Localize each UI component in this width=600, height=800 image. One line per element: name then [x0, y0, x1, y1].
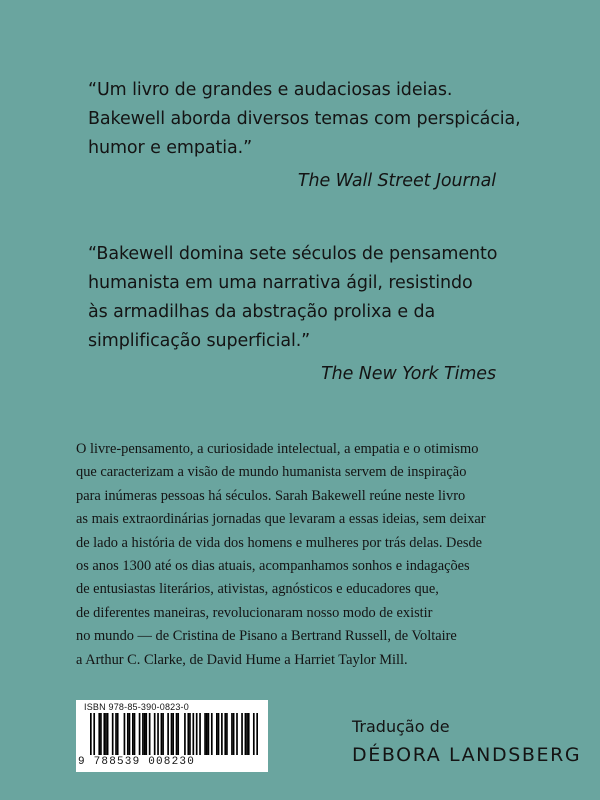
description-line: as mais extraordinárias jornadas que levaram a essas ideias, sem deixar: [76, 511, 486, 528]
quote-2: [88, 240, 518, 389]
description-line: de diferentes maneiras, revolucionaram nosso modo de existir: [76, 604, 433, 621]
description-line: O livre-pensamento, a curiosidade intelectual, a empatia e o otimismo: [76, 441, 479, 457]
quote-source: The New York Times: [321, 364, 496, 384]
quote-line: simplificação superficial.”: [88, 331, 311, 351]
book-description: [76, 438, 536, 672]
translator-name: DÉBORA LANDSBERG: [352, 744, 582, 766]
description-line: no mundo — de Cristina de Pisano a Bertrand Russell, de Voltaire: [76, 628, 457, 645]
quote-line: “Um livro de grandes e audaciosas ideias.: [88, 80, 453, 100]
quote-line: às armadilhas da abstração prolixa e da: [88, 302, 436, 322]
isbn-barcode: [76, 700, 268, 772]
translation-label: Tradução de: [352, 717, 450, 736]
quote-line: humanista em uma narrativa ágil, resistindo: [88, 273, 473, 293]
description-line: para inúmeras pessoas há séculos. Sarah Bakewell reúne neste livro: [76, 487, 466, 504]
translator-credit: [352, 716, 581, 766]
quote-line: Bakewell aborda diversos temas com perspicácia,: [88, 109, 521, 129]
description-line: que caracterizam a visão de mundo humanista servem de inspiração: [76, 464, 467, 481]
barcode-digits: 9 788539 008230: [78, 756, 196, 768]
description-line: de entusiastas literários, ativistas, agnósticos e educadores que,: [76, 581, 439, 598]
quote-1: [88, 76, 521, 196]
quote-line: “Bakewell domina sete séculos de pensamento: [88, 244, 498, 264]
description-line: de lado a história de vida dos homens e mulheres por trás delas. Desde: [76, 534, 483, 551]
quote-source: The Wall Street Journal: [297, 171, 496, 191]
description-line: a Arthur C. Clarke, de David Hume a Harriet Taylor Mill.: [76, 651, 408, 668]
quote-line: humor e empatia.”: [88, 138, 253, 158]
barcode-bars: [90, 713, 258, 755]
isbn-label: ISBN 978-85-390-0823-0: [84, 702, 189, 712]
description-line: os anos 1300 até os dias atuais, acompanhamos sonhos e indagações: [76, 558, 470, 575]
